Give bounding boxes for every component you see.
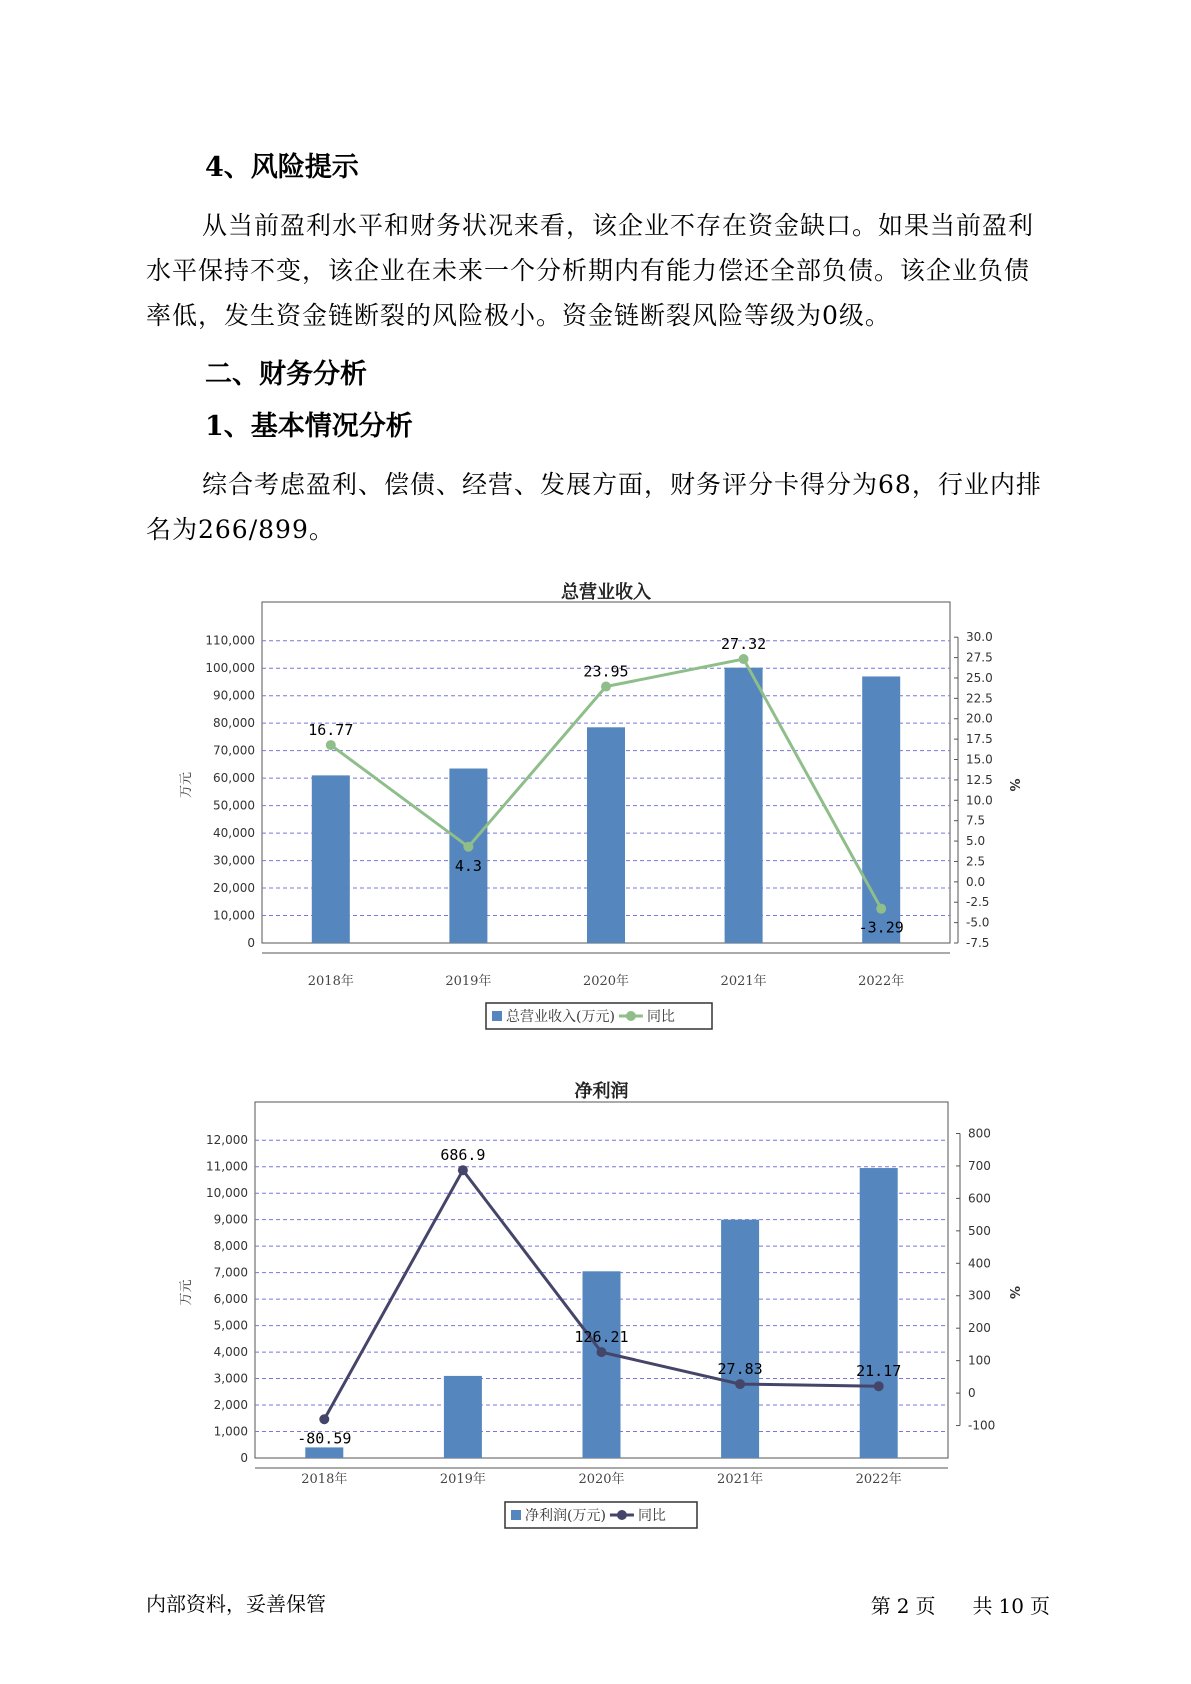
y2-axis-label: % [1006, 778, 1021, 792]
legend-line-marker [617, 1510, 627, 1520]
footer-note: 内部资料，妥善保管 [146, 1592, 326, 1616]
footer-total-word: 页 [1030, 1594, 1050, 1618]
yoy-data-label: 16.77 [308, 721, 354, 740]
y-tick-label: 100,000 [205, 661, 255, 676]
yoy-point [458, 1165, 468, 1175]
legend-bar-label: 总营业收入(万元) [506, 1009, 615, 1025]
y2-tick-label: 10.0 [966, 793, 993, 808]
y2-tick-label: -2.5 [966, 895, 990, 910]
heading-finance: 二、财务分析 [205, 359, 367, 390]
bar [725, 668, 763, 943]
y-tick-label: 1,000 [213, 1424, 248, 1439]
bar [449, 769, 487, 943]
legend-bar-swatch [492, 1011, 502, 1021]
y-tick-label: 2,000 [213, 1398, 248, 1413]
yoy-data-label: -80.59 [297, 1429, 352, 1448]
y-tick-label: 8,000 [213, 1239, 248, 1254]
y2-tick-label: -100 [968, 1418, 996, 1433]
bar [444, 1376, 482, 1458]
y2-tick-label: 5.0 [966, 834, 986, 849]
y-tick-label: 50,000 [213, 798, 255, 813]
yoy-point [597, 1347, 607, 1357]
footer-page-info [868, 1590, 1053, 1619]
heading-risk: 4、风险提示 [205, 152, 359, 183]
y-tick-label: 7,000 [213, 1265, 248, 1280]
y-tick-label: 40,000 [213, 826, 255, 841]
y-axis-label: 万元 [179, 771, 194, 799]
y-tick-label: 30,000 [213, 853, 255, 868]
chart-title: 净利润 [574, 1081, 629, 1102]
yoy-point [319, 1414, 329, 1424]
y-tick-label: 70,000 [213, 743, 255, 758]
y2-tick-label: 22.5 [966, 691, 993, 706]
y2-tick-label: 500 [968, 1223, 991, 1238]
y-tick-label: 3,000 [213, 1371, 248, 1386]
y-tick-label: 10,000 [206, 1186, 248, 1201]
y-tick-label: 80,000 [213, 716, 255, 731]
y2-tick-label: 27.5 [966, 650, 993, 665]
yoy-data-label: 23.95 [583, 662, 629, 681]
y2-tick-label: -5.0 [966, 915, 990, 930]
x-tick-label: 2022年 [855, 1472, 902, 1487]
footer-page-number: 2 [896, 1594, 910, 1618]
y-tick-label: 0 [240, 1451, 248, 1465]
y2-axis-label: % [1006, 1285, 1021, 1300]
yoy-data-label: 21.17 [856, 1362, 902, 1381]
y-tick-label: 12,000 [206, 1133, 248, 1148]
yoy-point [735, 1379, 745, 1389]
y2-tick-label: 700 [968, 1158, 991, 1173]
y2-tick-label: 2.5 [966, 854, 986, 869]
y-tick-label: 10,000 [213, 908, 255, 923]
yoy-point [739, 654, 749, 664]
x-tick-label: 2021年 [717, 1472, 764, 1487]
yoy-data-label: -3.29 [858, 918, 904, 937]
y2-tick-label: 0.0 [966, 874, 986, 889]
footer-total-prefix: 共 [972, 1594, 993, 1618]
profit-chart-svg [0, 1075, 1191, 1535]
x-tick-label: 2019年 [439, 1472, 486, 1487]
y2-tick-label: 200 [968, 1321, 991, 1336]
x-tick-label: 2018年 [301, 1472, 348, 1487]
bar [587, 727, 625, 943]
yoy-point [876, 904, 886, 914]
y-tick-label: 90,000 [213, 688, 255, 703]
y2-tick-label: 300 [968, 1288, 991, 1303]
yoy-data-label: 4.3 [454, 856, 482, 875]
y2-tick-label: 7.5 [966, 813, 986, 828]
y2-tick-label: -7.5 [966, 936, 990, 950]
basic-paragraph: 综合考虑盈利、偿债、经营、发展方面，财务评分卡得分为68，行业内排名为266/899。 [146, 470, 1042, 544]
yoy-point [326, 740, 336, 750]
legend-line-label: 同比 [646, 1009, 675, 1025]
y-tick-label: 6,000 [213, 1292, 248, 1307]
y2-tick-label: 12.5 [966, 772, 993, 787]
x-tick-label: 2020年 [582, 974, 630, 989]
y-tick-label: 9,000 [213, 1212, 248, 1227]
legend-bar-swatch [511, 1510, 521, 1520]
y-tick-label: 60,000 [213, 771, 255, 786]
bar [862, 676, 900, 943]
bar [312, 775, 350, 943]
y2-tick-label: 30.0 [966, 630, 993, 645]
revenue-chart-svg [0, 575, 1191, 1035]
y2-tick-label: 100 [968, 1353, 991, 1368]
yoy-point [874, 1381, 884, 1391]
y-tick-label: 0 [247, 936, 255, 950]
footer-page-prefix: 第 [870, 1594, 891, 1618]
legend-line-label: 同比 [637, 1508, 666, 1524]
bar [305, 1447, 343, 1458]
y2-tick-label: 17.5 [966, 732, 993, 747]
yoy-data-label: 686.9 [440, 1146, 486, 1165]
y-tick-label: 11,000 [206, 1159, 248, 1174]
legend-bar-label: 净利润(万元) [525, 1508, 606, 1524]
y2-tick-label: 0 [968, 1386, 976, 1401]
x-tick-label: 2018年 [307, 974, 354, 989]
yoy-point [601, 682, 611, 692]
y-axis-label: 万元 [179, 1279, 194, 1306]
legend-line-marker [626, 1011, 636, 1021]
yoy-point [463, 842, 473, 852]
x-tick-label: 2020年 [578, 1472, 625, 1487]
x-tick-label: 2022年 [858, 974, 905, 989]
revenue-chart [0, 575, 1191, 1035]
x-tick-label: 2021年 [720, 974, 767, 989]
y-tick-label: 110,000 [205, 633, 255, 648]
footer-page-word: 页 [915, 1594, 936, 1618]
footer-total-pages: 10 [998, 1594, 1024, 1618]
y-tick-label: 5,000 [213, 1318, 248, 1333]
y2-tick-label: 25.0 [966, 670, 993, 685]
risk-paragraph: 从当前盈利水平和财务状况来看，该企业不存在资金缺口。如果当前盈利水平保持不变，该企业在未来一个分析期内有能力偿还全部负债。该企业负债率低，发生资金链断裂的风险极小。资金链断裂风险等级为0级。 [146, 211, 1035, 330]
y2-tick-label: 800 [968, 1126, 991, 1141]
y2-tick-label: 400 [968, 1256, 991, 1271]
y2-tick-label: 15.0 [966, 752, 993, 767]
bar [583, 1271, 621, 1458]
bar [860, 1168, 898, 1458]
y-tick-label: 4,000 [213, 1345, 248, 1360]
profit-chart [0, 1075, 1191, 1535]
heading-basic: 1、基本情况分析 [205, 411, 413, 442]
yoy-data-label: 27.32 [721, 635, 767, 654]
x-tick-label: 2019年 [445, 974, 492, 989]
chart-title: 总营业收入 [561, 582, 651, 603]
y2-tick-label: 600 [968, 1191, 991, 1206]
yoy-data-label: 27.83 [717, 1360, 763, 1379]
y2-tick-label: 20.0 [966, 711, 993, 726]
y-tick-label: 20,000 [213, 881, 255, 896]
bar [721, 1220, 759, 1458]
yoy-data-label: 126.21 [574, 1328, 629, 1347]
